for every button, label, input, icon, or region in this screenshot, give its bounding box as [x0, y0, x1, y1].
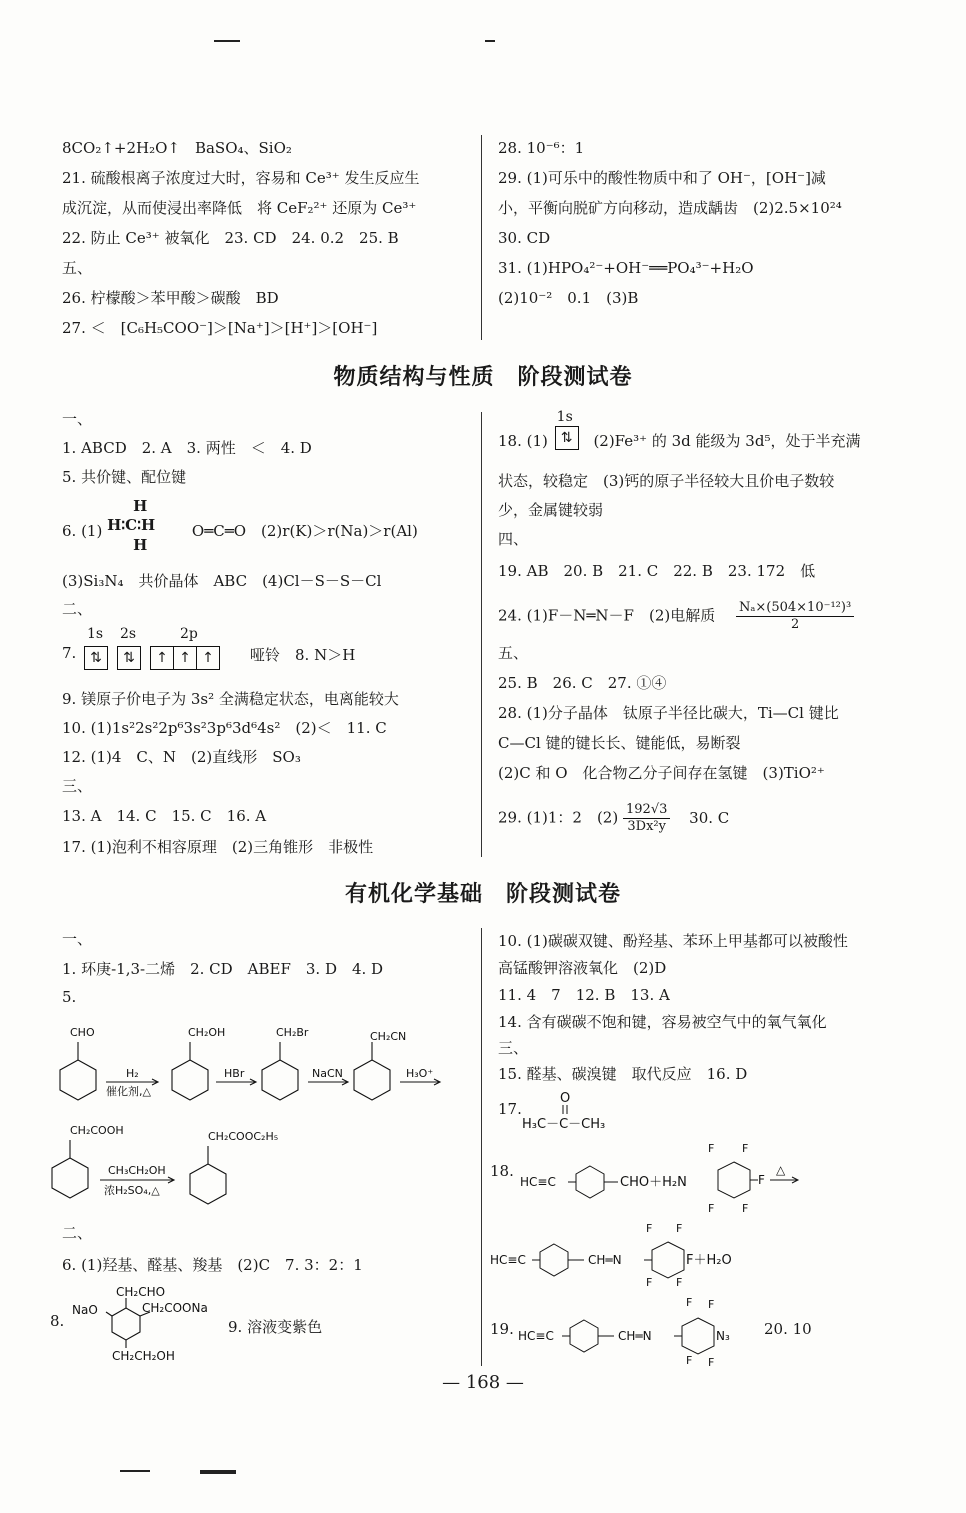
item-suffix: 30. C [689, 808, 730, 827]
azide-group: N₃ [716, 1329, 730, 1343]
text-line: 26. 柠檬酸＞苯甲酸＞碳酸 BD [62, 289, 279, 307]
footer-mark [120, 1470, 150, 1472]
orbital-box-paired-icon: ⇅ [117, 646, 141, 670]
fluorine: F [742, 1202, 749, 1215]
text-line: 19. AB 20. B 21. C 22. B 23. 172 低 [498, 562, 816, 580]
reagent-h2so4: 浓H₂SO₄,△ [104, 1184, 160, 1197]
group-f-water: F＋H₂O [686, 1253, 732, 1268]
text-line: 25. B 26. C 27. ①④ [498, 674, 667, 692]
reaction-scheme-row1 [48, 1020, 468, 1115]
text-line: 成沉淀，从而使浸出率降低 将 CeF₂²⁺ 还原为 Ce³⁺ [62, 199, 417, 217]
substituent-ch2br: CH₂Br [276, 1026, 309, 1039]
text-line: 1. ABCD 2. A 3. 两性 ＜ 4. D [62, 439, 312, 457]
text-line: 17. (1)泡利不相容原理 (2)三角锥形 非极性 [62, 838, 374, 856]
text-line: (3)Si₃N₄ 共价晶体 ABC (4)Cl－S－S－Cl [62, 572, 382, 590]
text-line: 31. (1)HPO₄²⁻+OH⁻══PO₄³⁻+H₂O [498, 259, 754, 277]
text-line: 10. (1)碳碳双键、酚羟基、苯环上甲基都可以被酸性 [498, 932, 848, 950]
reagent-h2: H₂ [126, 1067, 139, 1080]
text-line: 18. [490, 1162, 514, 1180]
substituent-ch2cooh: CH₂COOH [70, 1124, 124, 1137]
item-rest: (2)Fe³⁺ 的 3d 能级为 3d⁵，处于半充满 [593, 432, 861, 450]
substituent-cho: CHO [70, 1026, 95, 1039]
fluorine: F [708, 1202, 715, 1215]
text-line: 27. ＜ [C₆H₅COO⁻]＞[Na⁺]＞[H⁺]＞[OH⁻] [62, 319, 378, 337]
orbital-box-paired-icon: ⇅ [555, 426, 579, 450]
text-line: 28. (1)分子晶体 钛原子半径比碳大，Ti—Cl 键比 [498, 704, 839, 722]
group-imine: CH═N [588, 1253, 622, 1267]
orbital-box-up-icon: ↑ [173, 646, 197, 670]
orbital-box-paired-icon: ⇅ [84, 646, 108, 670]
text-line: 一、 [62, 410, 93, 428]
item-prefix: 18. (1) [498, 432, 548, 450]
atom-h-top: H [133, 497, 148, 515]
group-nao: NaO [72, 1303, 98, 1317]
text-line [498, 409, 861, 451]
footer-mark [200, 1470, 236, 1474]
methane-electron-dot [107, 497, 177, 554]
column-divider [481, 928, 482, 1366]
reaction-scheme-row2 [48, 1120, 348, 1210]
text-line [498, 600, 854, 633]
text-line: 小，平衡向脱矿方向移动，造成龋齿 (2)2.5×10²⁴ [498, 199, 842, 217]
text-line: 10. (1)1s²2s²2p⁶3s²3p⁶3d⁶4s² (2)＜ 11. C [62, 719, 387, 737]
text-line: 8CO₂↑+2H₂O↑ BaSO₄、SiO₂ [62, 139, 292, 157]
orbital-p-group [150, 646, 220, 670]
orbital-label-2s: 2s [120, 626, 137, 642]
fluorine: F [676, 1222, 683, 1235]
orbital-label-1s: 1s [87, 626, 104, 642]
fraction [623, 802, 670, 835]
text-line: 5. [62, 988, 77, 1006]
text-line: 21. 硫酸根离子浓度过大时，容易和 Ce³⁺ 发生反应生 [62, 169, 420, 187]
text-line: 三、 [62, 777, 93, 795]
group-imine: CH═N [618, 1329, 652, 1343]
atom-o: O [560, 1091, 571, 1106]
text-line: 9. 溶液变紫色 [228, 1318, 323, 1336]
heat-symbol: △ [776, 1163, 786, 1177]
reagent-ethanol: CH₃CH₂OH [108, 1164, 166, 1177]
substituent-ch2cn: CH₂CN [370, 1030, 407, 1043]
text-line [62, 497, 418, 554]
molecule-19 [518, 1292, 768, 1368]
group-alkyne: HC≡C [518, 1329, 554, 1343]
molecule-acetone [520, 1088, 640, 1132]
item-prefix: 6. (1) [62, 522, 103, 540]
text-line: 28. 10⁻⁶：1 [498, 139, 585, 157]
text-line: 30. CD [498, 229, 551, 247]
orbital-diagram [84, 626, 244, 676]
fluorine: F [708, 1356, 715, 1368]
item-prefix: 29. (1)1：2 (2) [498, 808, 619, 827]
orbital-box-up-icon: ↑ [150, 646, 174, 670]
item-rest: O═C═O (2)r(K)＞r(Na)＞r(Al) [191, 522, 418, 540]
text-line: 哑铃 8. N＞H [250, 646, 356, 664]
text-line: 20. 10 [764, 1320, 812, 1338]
text-line: 15. 醛基、碳溴键 取代反应 16. D [498, 1065, 748, 1083]
text-line: 17. [498, 1100, 522, 1118]
text-line: 四、 [498, 530, 529, 548]
section-title: 物质结构与性质 阶段测试卷 [333, 365, 633, 390]
top-left-column [62, 133, 467, 343]
orbital-box-up-icon: ↑ [196, 646, 220, 670]
denominator: 3Dx²y [627, 819, 666, 834]
molecule-item8 [70, 1284, 230, 1364]
group-ch2cho: CH₂CHO [116, 1285, 166, 1299]
fluorine: F [646, 1222, 653, 1235]
text-line: 9. 镁原子价电子为 3s² 全满稳定状态，电离能较大 [62, 690, 399, 708]
group-alkyne: HC≡C [490, 1253, 526, 1267]
text-line: 高锰酸钾溶液氧化 (2)D [498, 959, 667, 977]
group-ch2coona: CH₂COONa [142, 1301, 208, 1315]
text-line: 1. 环庚-1,3-二烯 2. CD ABEF 3. D 4. D [62, 960, 384, 978]
text-line: C—Cl 键的键长长、键能低，易断裂 [498, 734, 741, 752]
text-line: 22. 防止 Ce³⁺ 被氧化 23. CD 24. 0.2 25. B [62, 229, 399, 247]
orbital-label-1s: 1s [556, 409, 573, 425]
page-number: — 168 — [442, 1372, 524, 1393]
orbital-label-2p: 2p [180, 626, 198, 642]
column-divider [481, 135, 482, 340]
text-line: 状态，较稳定 (3)钙的原子半径较大且价电子数较 [498, 472, 835, 490]
text-line: 14. 含有碳碳不饱和键，容易被空气中的氧气氧化 [498, 1013, 827, 1031]
header-mark-right [485, 40, 495, 42]
numerator: Nₐ×(504×10⁻¹²)³ [736, 600, 854, 617]
denominator: 2 [790, 617, 800, 632]
fluorine: F [686, 1354, 693, 1367]
fluorine: F [708, 1298, 715, 1311]
reagent-nacn: NaCN [312, 1067, 343, 1080]
item-prefix: 7. [62, 644, 77, 662]
numerator: 192√3 [623, 802, 670, 819]
chain: H₃C－C－CH₃ [522, 1117, 606, 1132]
text-line: 二、 [62, 1224, 93, 1242]
text-line: 五、 [62, 259, 93, 277]
header-mark-left [214, 40, 240, 42]
text-line: 12. (1)4 C、N (2)直线形 SO₃ [62, 748, 301, 766]
text-line: 19. [490, 1320, 514, 1338]
atom-h-bottom: H [133, 536, 148, 554]
text-line: 三、 [498, 1039, 529, 1057]
group-alkyne: HC≡C [520, 1175, 556, 1189]
atom-row: H∶C∶H [107, 516, 156, 534]
reagent-hbr: HBr [224, 1067, 245, 1080]
text-line: 二、 [62, 600, 93, 618]
group-cho-h2n: CHO＋H₂N [620, 1175, 687, 1190]
fraction [736, 600, 854, 633]
orbital-1s-diagram [553, 409, 583, 446]
text-line: (2)C 和 O 化合物乙分子间存在氢键 (3)TiO²⁺ [498, 764, 825, 782]
reagent-h3o: H₃O⁺ [406, 1067, 434, 1080]
text-line: 少，金属键较弱 [498, 501, 604, 519]
column-divider [481, 412, 482, 857]
fluorine: F [646, 1276, 653, 1288]
item-prefix: 24. (1)F－N═N－F (2)电解质 [498, 606, 716, 625]
group-ch2ch2oh: CH₂CH₂OH [112, 1349, 175, 1363]
reagent-catalyst: 催化剂,△ [106, 1085, 151, 1098]
fluorine-para: F [758, 1173, 765, 1187]
text-line: 5. 共价键、配位键 [62, 468, 187, 486]
text-line: 一、 [62, 930, 93, 948]
fluorine: F [686, 1296, 693, 1309]
text-line: 11. 4 7 12. B 13. A [498, 986, 670, 1004]
text-line: 8. [50, 1312, 65, 1330]
text-line: (2)10⁻² 0.1 (3)B [498, 289, 639, 307]
substituent-ester: CH₂COOC₂H₅ [208, 1130, 279, 1143]
fluorine: F [742, 1142, 749, 1155]
reaction-18-product [490, 1218, 790, 1288]
reaction-18 [520, 1138, 820, 1218]
text-line [62, 644, 76, 662]
top-right-column [498, 133, 908, 313]
text-line: 13. A 14. C 15. C 16. A [62, 807, 267, 825]
text-line [498, 802, 729, 835]
section-title: 有机化学基础 阶段测试卷 [344, 882, 621, 907]
text-line: 6. (1)羟基、醛基、羧基 (2)C 7. 3：2：1 [62, 1256, 363, 1274]
fluorine: F [676, 1276, 683, 1288]
text-line: 五、 [498, 644, 529, 662]
fluorine: F [708, 1142, 715, 1155]
substituent-ch2oh: CH₂OH [188, 1026, 226, 1039]
text-line: 29. (1)可乐中的酸性物质中和了 OH⁻，[OH⁻]减 [498, 169, 826, 187]
